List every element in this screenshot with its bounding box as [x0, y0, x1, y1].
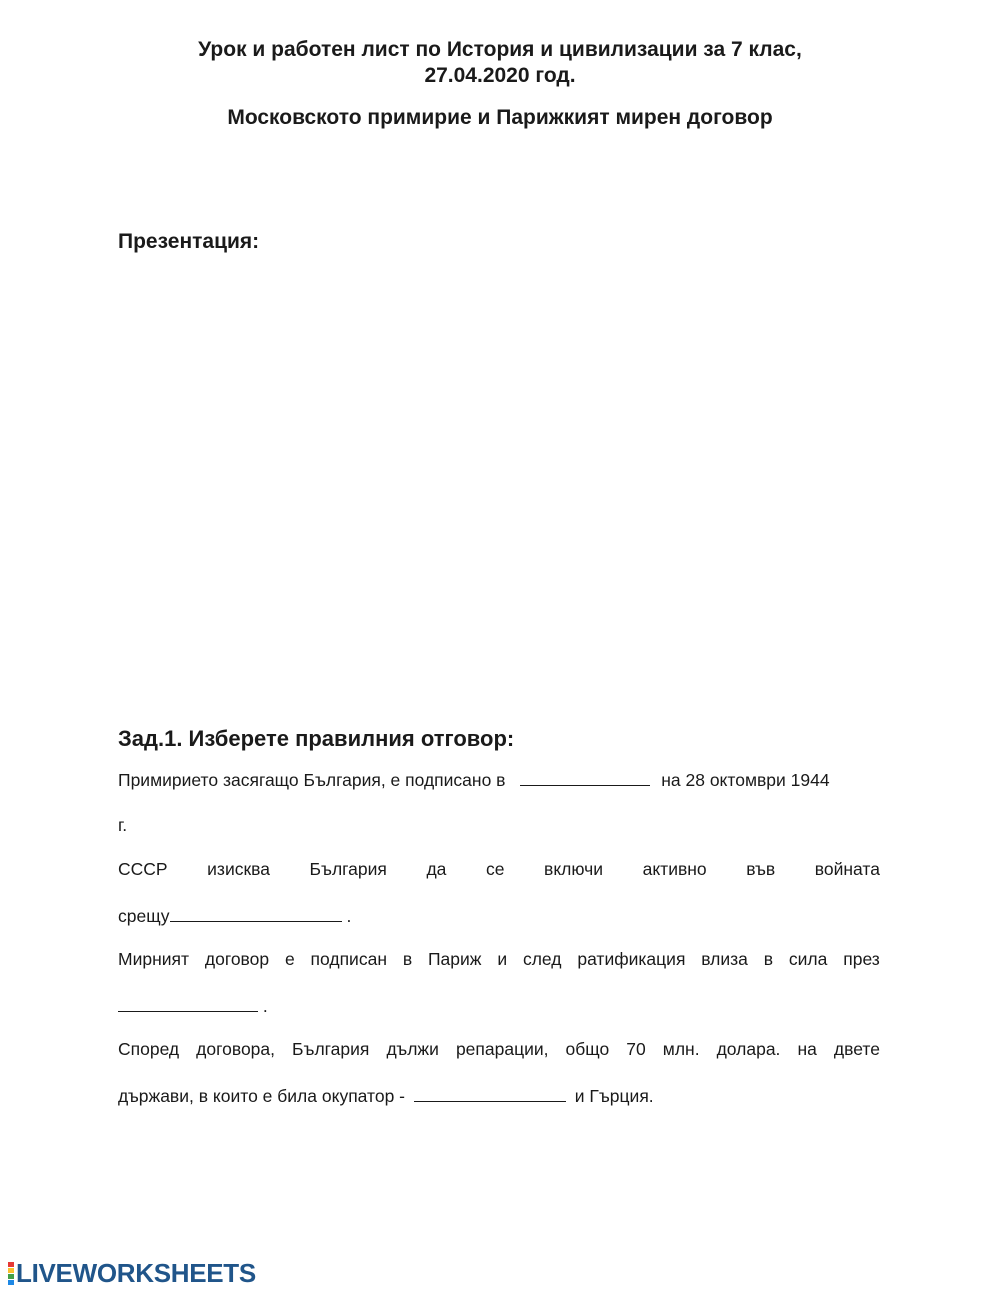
answer-blank-3[interactable]	[118, 994, 258, 1012]
word: влиза	[701, 949, 748, 969]
word: сила	[788, 949, 828, 969]
word: се	[485, 859, 505, 879]
logo-bar	[8, 1280, 14, 1285]
word: във	[746, 859, 776, 879]
question-4-text-end: и Гърция.	[574, 1086, 654, 1106]
word: в	[763, 949, 774, 969]
question-1-text-cont: на 28 октомври 1944	[661, 770, 830, 790]
question-1-end: г.	[118, 815, 128, 835]
worksheet-date: 27.04.2020 год.	[424, 64, 576, 87]
word: България	[292, 1039, 370, 1059]
question-1-text: Примирието засягащо България, е подписано в	[118, 770, 506, 790]
answer-blank-1[interactable]	[520, 768, 650, 786]
logo-text: LIVEWORKSHEETS	[16, 1257, 256, 1288]
question-4	[118, 1038, 880, 1060]
logo-bar	[8, 1274, 14, 1279]
task1-heading: Зад.1. Изберете правилния отговор:	[118, 726, 515, 751]
word: на	[797, 1039, 817, 1059]
word: репарации,	[455, 1039, 549, 1059]
logo-bar	[8, 1268, 14, 1273]
question-2-end	[118, 904, 880, 927]
word: Париж	[427, 949, 482, 969]
worksheet-subtitle: Московското примирие и Парижкият мирен договор	[227, 106, 773, 129]
word: договора,	[196, 1039, 276, 1059]
word: 70	[626, 1039, 646, 1059]
word: долара.	[716, 1039, 781, 1059]
word: договор	[204, 949, 270, 969]
question-3	[118, 948, 880, 970]
answer-blank-4[interactable]	[414, 1084, 566, 1102]
word: подписан	[310, 949, 387, 969]
word: общо	[565, 1039, 610, 1059]
question-1	[118, 768, 880, 791]
question-4-text-cont: държави, в които е била окупатор -	[118, 1086, 405, 1106]
liveworksheets-logo[interactable]	[8, 1258, 256, 1288]
word: дължи	[386, 1039, 439, 1059]
word: след	[522, 949, 562, 969]
question-2	[118, 858, 880, 880]
worksheet-title-line1: Урок и работен лист по История и цивилизации за 7 клас,	[198, 38, 802, 61]
word: ратификация	[577, 949, 686, 969]
word: в	[402, 949, 413, 969]
word: е	[284, 949, 295, 969]
question-4-end	[118, 1084, 880, 1107]
word: СССР	[118, 859, 168, 879]
word: активно	[642, 859, 707, 879]
word: през	[843, 949, 880, 969]
question-3-period: .	[262, 996, 268, 1016]
word: да	[426, 859, 447, 879]
word: млн.	[662, 1039, 700, 1059]
word: България	[309, 859, 387, 879]
word: войната	[814, 859, 880, 879]
presentation-label: Презентация:	[118, 230, 260, 253]
word: изисква	[207, 859, 270, 879]
word: Според	[118, 1039, 180, 1059]
question-2-text-cont: срещу	[118, 906, 170, 926]
word: включи	[544, 859, 604, 879]
question-2-period: .	[346, 906, 352, 926]
word: двете	[833, 1039, 880, 1059]
word: и	[497, 949, 508, 969]
logo-bars-icon	[8, 1261, 14, 1285]
answer-blank-2[interactable]	[170, 904, 342, 922]
word: Мирният	[118, 949, 190, 969]
logo-bar	[8, 1262, 14, 1267]
question-3-end	[118, 994, 880, 1017]
